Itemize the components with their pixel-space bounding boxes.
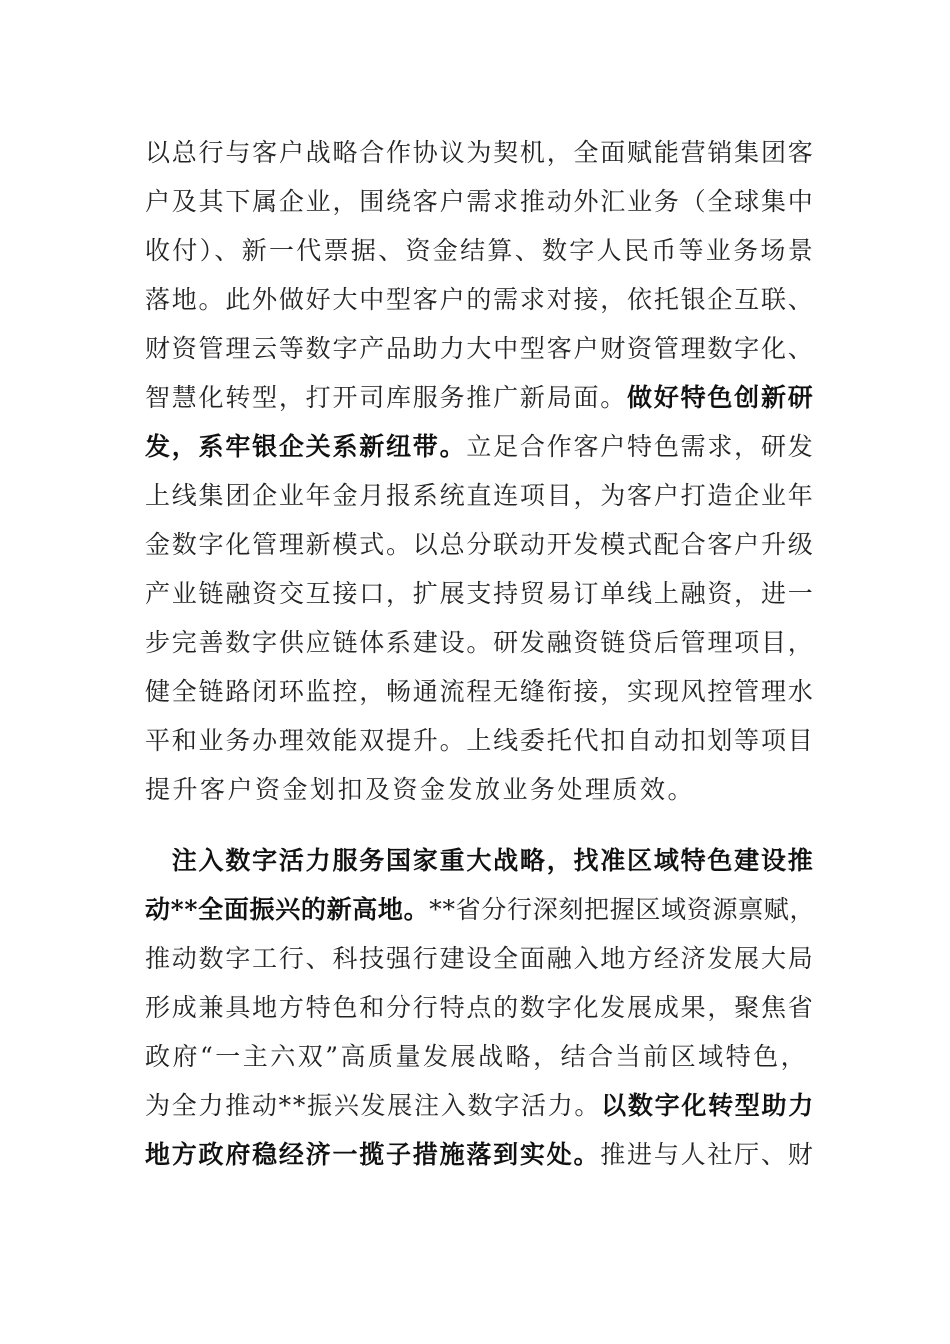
paragraph-line: [145, 529, 815, 561]
bold-heading-text: 以数字化转型助力: [601, 1091, 816, 1120]
body-text: 健全链路闭环监控，畅通流程无缝衔接，实现风控管理水: [145, 677, 815, 706]
paragraph-line: [145, 676, 815, 708]
body-text: 步完善数字供应链体系建设。研发融资链贷后管理项目，: [145, 628, 815, 657]
bold-heading-text: 做好特色创新研: [627, 383, 815, 412]
body-text: 落地。此外做好大中型客户的需求对接，依托银企互联、: [145, 285, 815, 314]
paragraph-line: [145, 186, 815, 218]
paragraph-line: [145, 235, 815, 267]
paragraph-line: [145, 333, 815, 365]
paragraph-line: [145, 894, 815, 926]
bold-heading-text: 注入数字活力服务国家重大战略，找准区域特色建设推: [171, 846, 815, 875]
paragraph-line: [145, 725, 815, 757]
paragraph-line: [145, 845, 815, 877]
body-text: 形成兼具地方特色和分行特点的数字化发展成果，聚焦省: [145, 993, 815, 1022]
paragraph-line: [145, 943, 815, 975]
body-text: 立足合作客户特色需求，研发: [466, 432, 815, 461]
body-text: 政府“一主六双”高质量发展战略，结合当前区域特色，: [145, 1042, 809, 1071]
paragraph-line: [145, 1139, 815, 1171]
body-text: 收付）、新一代票据、资金结算、数字人民币等业务场景: [145, 236, 816, 265]
body-text: 为全力推动**振兴发展注入数字活力。: [145, 1091, 602, 1120]
paragraph-line: [145, 1090, 815, 1122]
body-text: 智慧化转型，打开司库服务推广新局面。: [145, 383, 628, 412]
body-text: 平和业务办理效能双提升。上线委托代扣自动扣划等项目: [145, 726, 815, 755]
bold-heading-text: 动**全面振兴的新高地。: [145, 895, 430, 924]
bold-heading-text: 发，系牢银企关系新纽带。: [145, 432, 467, 461]
body-text: 以总行与客户战略合作协议为契机，全面赋能营销集团客: [145, 138, 815, 167]
paragraph-line: [145, 480, 815, 512]
paragraph-line: [145, 137, 815, 169]
bold-heading-text: 地方政府稳经济一揽子措施落到实处。: [145, 1140, 601, 1169]
body-text: 金数字化管理新模式。以总分联动开发模式配合客户升级: [145, 530, 815, 559]
paragraph-line: [145, 774, 695, 806]
body-text: 提升客户资金划扣及资金发放业务处理质效。: [145, 775, 696, 804]
body-text: 财资管理云等数字产品助力大中型客户财资管理数字化、: [145, 334, 815, 363]
paragraph-line: [145, 992, 815, 1024]
body-text: 推动数字工行、科技强行建设全面融入地方经济发展大局: [145, 944, 815, 973]
body-text: **省分行深刻把握区域资源禀赋，: [429, 895, 816, 924]
body-text: 推进与人社厅、财: [600, 1140, 815, 1169]
paragraph-line: [145, 578, 815, 610]
paragraph-line: [145, 627, 815, 659]
paragraph-line: [145, 431, 815, 463]
indent-space: [145, 846, 172, 875]
body-text: 上线集团企业年金月报系统直连项目，为客户打造企业年: [145, 481, 815, 510]
body-text: 户及其下属企业，围绕客户需求推动外汇业务（全球集中: [145, 187, 815, 216]
body-text: 产业链融资交互接口，扩展支持贸易订单线上融资，进一: [145, 579, 815, 608]
paragraph-line: [145, 284, 815, 316]
paragraph-line: [145, 1041, 808, 1073]
paragraph-line: [145, 382, 815, 414]
